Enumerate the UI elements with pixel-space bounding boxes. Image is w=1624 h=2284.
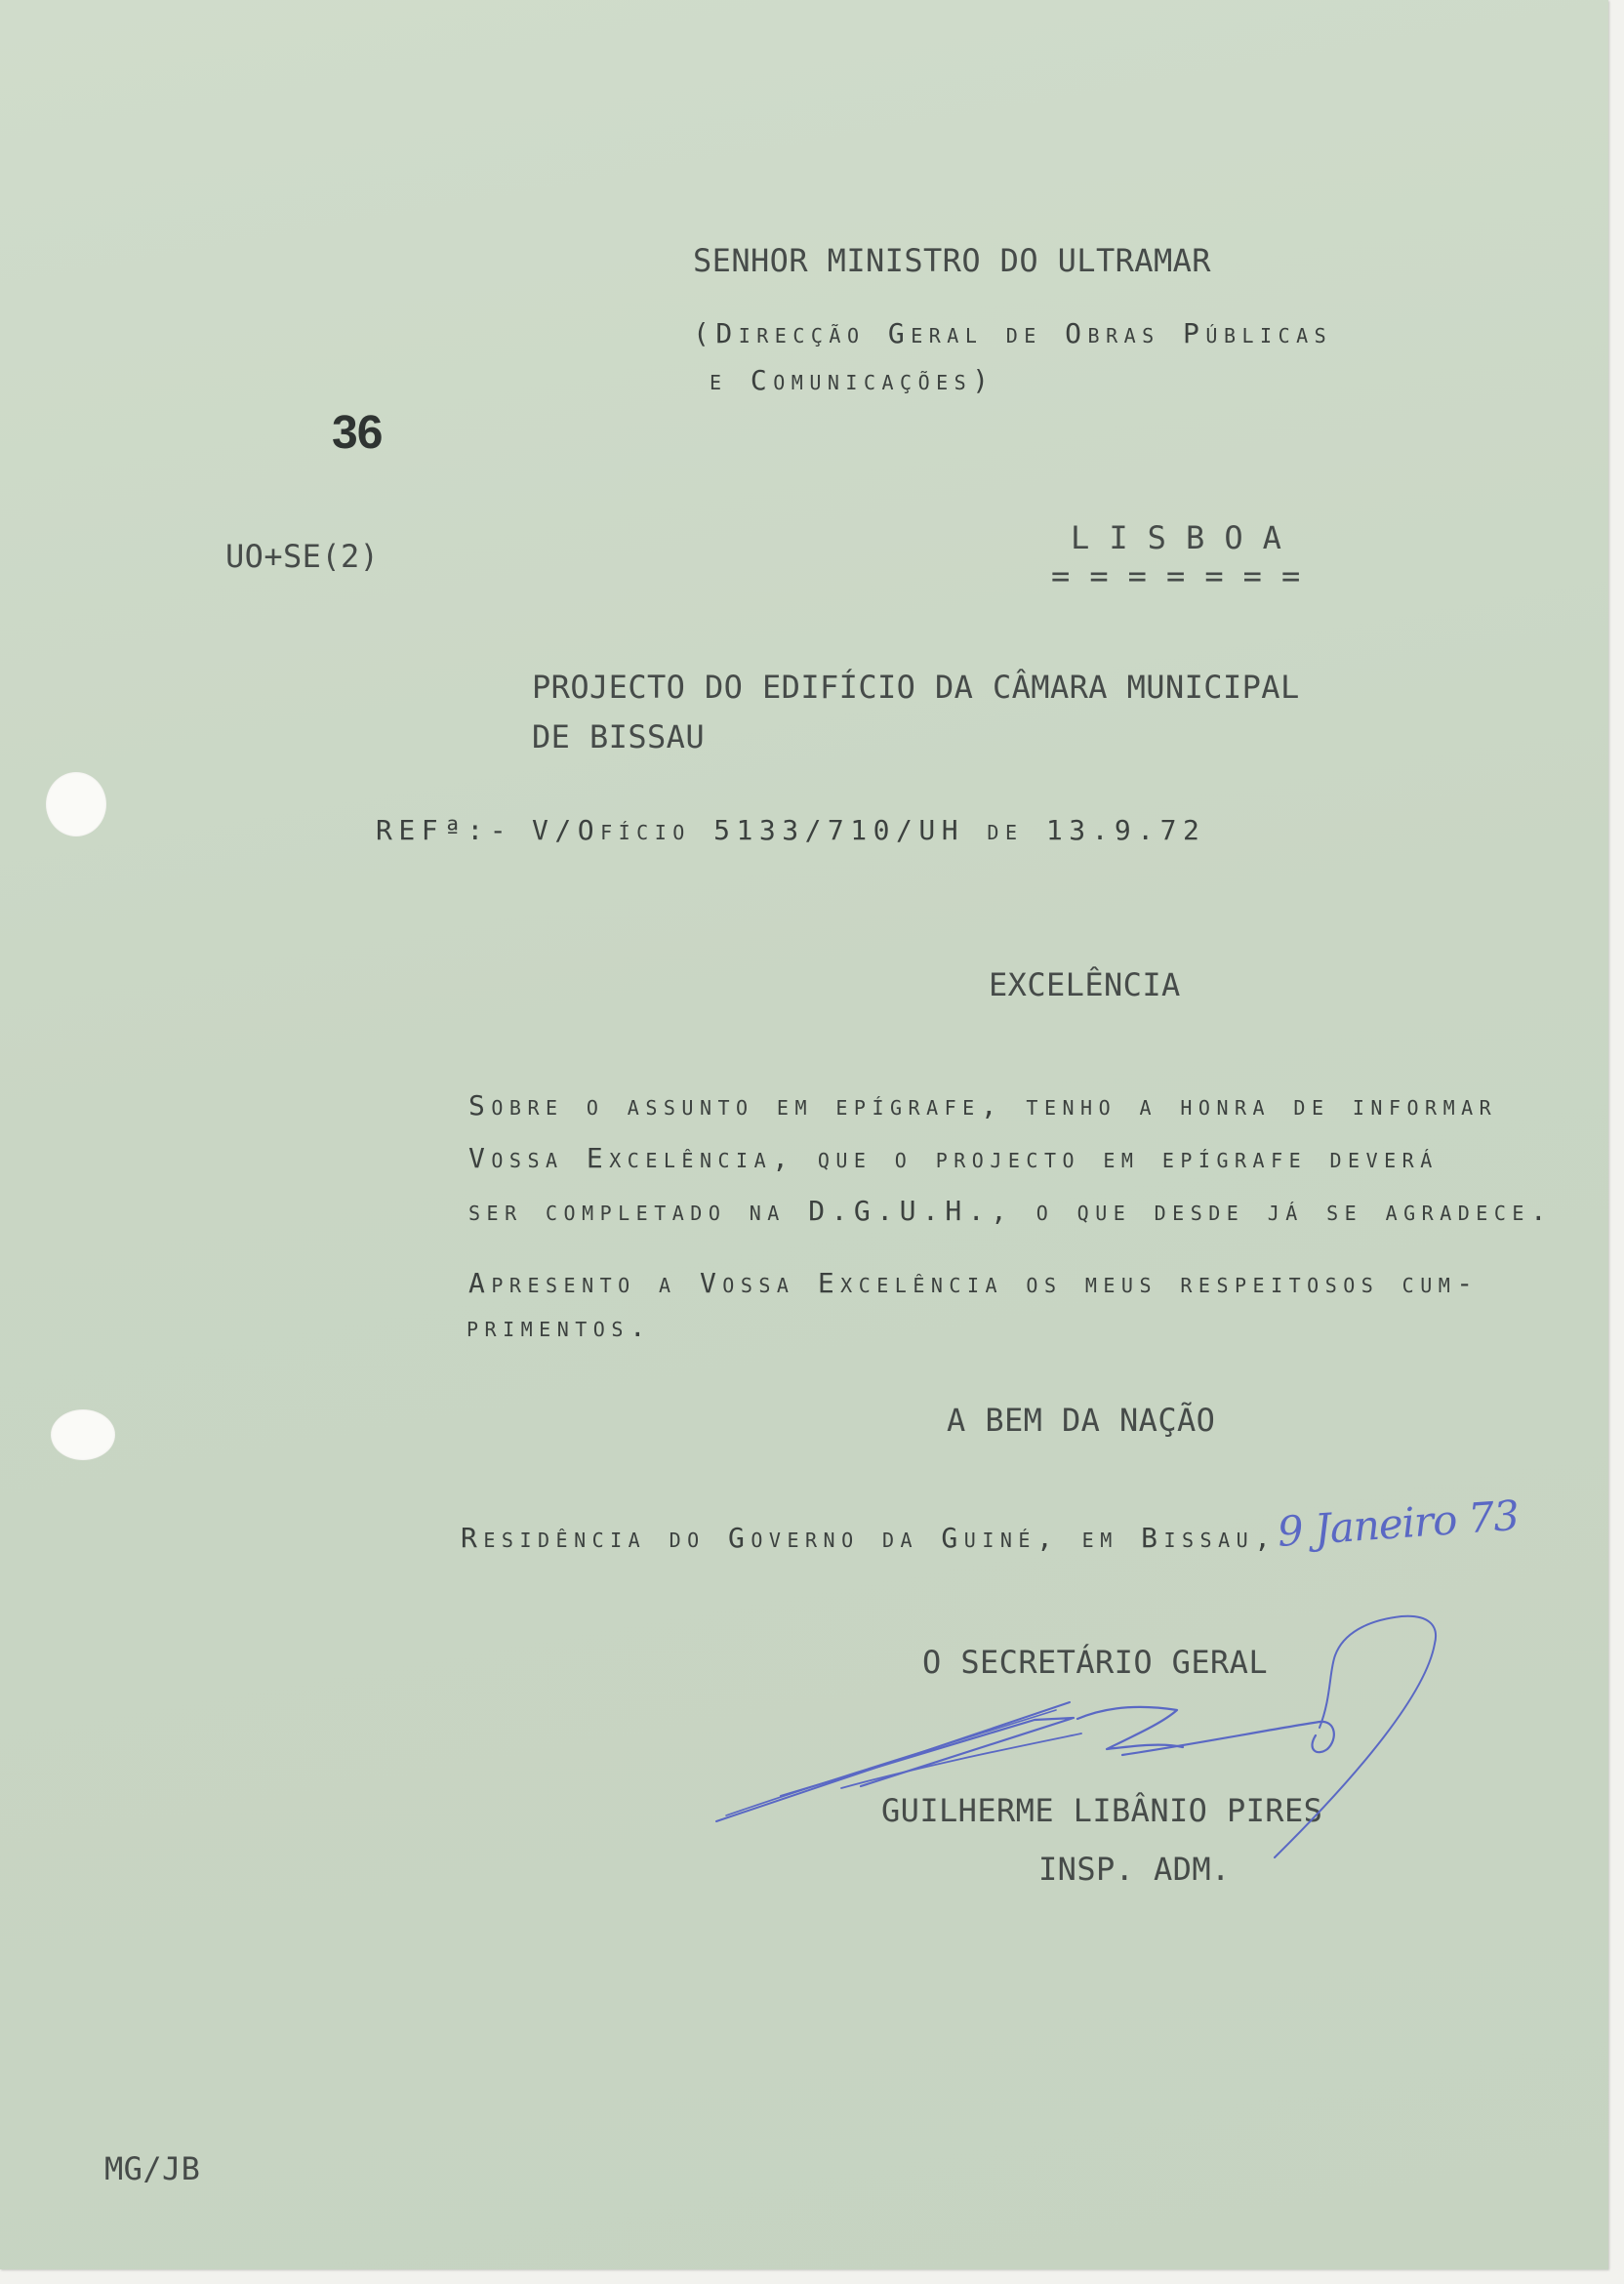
addressee-line-3: e Comunicações): [710, 364, 995, 396]
punch-hole: [51, 1409, 115, 1460]
closing: A BEM DA NAÇÃO: [947, 1402, 1216, 1439]
body-line: Vossa Excelência, que o projecto em epígrafe deverá: [468, 1142, 1439, 1174]
subject-line-1: PROJECTO DO EDIFÍCIO DA CÂMARA MUNICIPAL: [532, 669, 1300, 706]
document-number: 36: [332, 407, 383, 459]
addressee-line-1: SENHOR MINISTRO DO ULTRAMAR: [693, 242, 1211, 279]
salutation: EXCELÊNCIA: [989, 966, 1181, 1003]
handwritten-date: 9 Janeiro 73: [1276, 1490, 1521, 1556]
body-line: Sobre o assunto em epígrafe, tenho a honra de informar: [468, 1089, 1498, 1122]
subject-line-2: DE BISSAU: [532, 718, 705, 755]
reference-value: V/Ofício 5133/710/UH de 13.9.72: [532, 814, 1206, 846]
body-line: ser completado na D.G.U.H., o que desde já se agradece.: [468, 1195, 1554, 1227]
place-line: Residência do Governo da Guiné, em Bissau,: [461, 1522, 1278, 1554]
signatory-title: O SECRETÁRIO GERAL: [922, 1644, 1268, 1681]
signatory-name: GUILHERME LIBÂNIO PIRES: [881, 1792, 1323, 1829]
city: L I S B O A: [1071, 519, 1282, 556]
punch-hole: [46, 772, 106, 836]
body-line: primentos.: [467, 1311, 653, 1343]
reference-label: REFª:-: [376, 814, 513, 846]
body-line: Apresento a Vossa Excelência os meus respeitosos cum-: [468, 1267, 1480, 1299]
filing-code: UO+SE(2): [225, 538, 380, 575]
city-underline: = = = = = = =: [1051, 557, 1301, 594]
signatory-rank: INSP. ADM.: [1038, 1851, 1231, 1888]
addressee-line-2: (Direcção Geral de Obras Públicas: [693, 317, 1333, 349]
typist-initials: MG/JB: [104, 2150, 201, 2187]
